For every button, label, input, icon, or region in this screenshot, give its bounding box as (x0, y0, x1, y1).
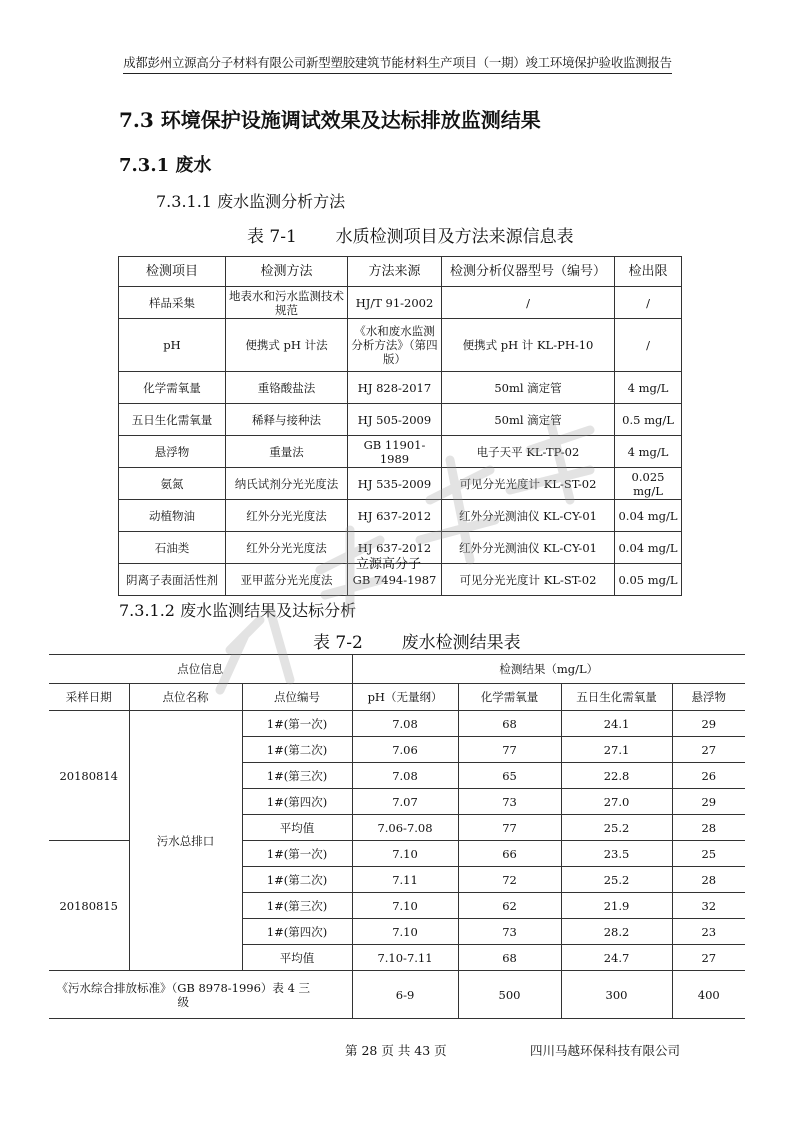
table-cell: HJ 637-2012 (348, 500, 442, 532)
table-cell: 便携式 pH 计 KL-PH-10 (442, 319, 615, 372)
table-cell: 7.08 (352, 763, 458, 789)
header-cell: 点位名称 (129, 684, 242, 711)
table-cell: 电子天平 KL-TP-02 (442, 436, 615, 468)
result-subheading: 7.3.1.2 废水监测结果及达标分析 (119, 601, 357, 620)
table-cell: HJ 637-2012 (348, 532, 442, 564)
group-header-result: 检测结果（mg/L） (352, 655, 745, 684)
table-cell: 24.7 (561, 945, 672, 971)
table-cell: 1#(第一次) (242, 711, 352, 737)
table-cell: / (615, 319, 682, 372)
table-cell: 可见分光光度计 KL-ST-02 (442, 468, 615, 500)
table-cell: 0.05 mg/L (615, 564, 682, 596)
table-cell: 1#(第三次) (242, 893, 352, 919)
table-cell: 7.10 (352, 841, 458, 867)
table-cell: 7.08 (352, 711, 458, 737)
table-cell: 24.1 (561, 711, 672, 737)
table-cell: HJ 535-2009 (348, 468, 442, 500)
date-cell: 20180815 (49, 841, 129, 971)
table-cell: 红外分光光度法 (226, 532, 348, 564)
table-cell: 1#(第二次) (242, 867, 352, 893)
table-cell: 亚甲蓝分光光度法 (226, 564, 348, 596)
table-cell: 0.04 mg/L (615, 500, 682, 532)
table1-caption-number: 表 7-1 (247, 227, 297, 247)
table-cell: pH (119, 319, 226, 372)
header-cell: 点位编号 (242, 684, 352, 711)
table2-caption-text: 废水检测结果表 (401, 633, 521, 653)
table-cell: 73 (458, 919, 561, 945)
header-cell: 化学需氧量 (458, 684, 561, 711)
table-cell: 便携式 pH 计法 (226, 319, 348, 372)
header-cell: 采样日期 (49, 684, 129, 711)
header-cell: 方法来源 (348, 257, 442, 287)
table-cell: 纳氏试剂分光光度法 (226, 468, 348, 500)
table-row (119, 287, 682, 319)
table-cell: 1#(第四次) (242, 789, 352, 815)
standard-label: 《污水综合排放标准》（GB 8978-1996）表 4 三级 (49, 971, 352, 1019)
table-cell: 4 mg/L (615, 436, 682, 468)
table-cell: 68 (458, 945, 561, 971)
table-cell: 地表水和污水监测技术规范 (226, 287, 348, 319)
header-cell: pH（无量纲） (352, 684, 458, 711)
table-cell: 7.10-7.11 (352, 945, 458, 971)
table-cell: 28 (672, 815, 745, 841)
table-cell: 平均值 (242, 815, 352, 841)
table-cell: 50ml 滴定管 (442, 404, 615, 436)
table-cell: 28 (672, 867, 745, 893)
header-cell: 悬浮物 (672, 684, 745, 711)
table-row (49, 711, 745, 737)
table-row (119, 372, 682, 404)
table-header-row (119, 257, 682, 287)
table-cell: 悬浮物 (119, 436, 226, 468)
footer-company: 四川马越环保科技有限公司 (530, 1043, 681, 1058)
table-cell: HJ 505-2009 (348, 404, 442, 436)
table-cell: 1#(第四次) (242, 919, 352, 945)
page-header: 成都彭州立源高分子材料有限公司新型塑胶建筑节能材料生产项目（一期）竣工环境保护验收监测报告 (123, 54, 672, 74)
table-cell: 重铬酸盐法 (226, 372, 348, 404)
table-cell: 动植物油 (119, 500, 226, 532)
table-cell: 0.5 mg/L (615, 404, 682, 436)
table-row (119, 404, 682, 436)
table-cell: 25.2 (561, 867, 672, 893)
table-cell: 22.8 (561, 763, 672, 789)
header-cell: 检测方法 (226, 257, 348, 287)
table-cell: / (615, 287, 682, 319)
table-cell: GB 11901-1989 (348, 436, 442, 468)
table-cell: 五日生化需氧量 (119, 404, 226, 436)
table-cell: 红外分光光度法 (226, 500, 348, 532)
table-cell: 27 (672, 737, 745, 763)
table-cell: HJ 828-2017 (348, 372, 442, 404)
page-number: 第 28 页 共 43 页 (345, 1043, 447, 1058)
table-cell: 0.025 mg/L (615, 468, 682, 500)
table-cell: 7.11 (352, 867, 458, 893)
table-cell: 32 (672, 893, 745, 919)
table-cell: / (442, 287, 615, 319)
table-cell: 68 (458, 711, 561, 737)
table-cell: 29 (672, 711, 745, 737)
table-cell: 77 (458, 815, 561, 841)
table-cell: 红外分光测油仪 KL-CY-01 (442, 500, 615, 532)
table-cell: 红外分光测油仪 KL-CY-01 (442, 532, 615, 564)
table-cell: 66 (458, 841, 561, 867)
table-cell: 21.9 (561, 893, 672, 919)
table-cell: 4 mg/L (615, 372, 682, 404)
table1-caption-text: 水质检测项目及方法来源信息表 (335, 227, 574, 247)
table-cell: 1#(第二次) (242, 737, 352, 763)
table-cell: 27.1 (561, 737, 672, 763)
table-header-row (49, 684, 745, 711)
date-cell: 20180814 (49, 711, 129, 841)
table-cell: 化学需氧量 (119, 372, 226, 404)
table-cell: 平均值 (242, 945, 352, 971)
group-header-point: 点位信息 (49, 655, 352, 684)
table-cell: 0.04 mg/L (615, 532, 682, 564)
table-cell: 7.10 (352, 919, 458, 945)
table-cell: 26 (672, 763, 745, 789)
table-cell: 7.06-7.08 (352, 815, 458, 841)
table-row (119, 319, 682, 372)
site-name-cell: 污水总排口 (129, 711, 242, 971)
sub-section-title: 7.3.1 废水 (119, 155, 212, 176)
table-cell: 23 (672, 919, 745, 945)
table-cell: 25.2 (561, 815, 672, 841)
table-cell: 72 (458, 867, 561, 893)
table-cell: 7.06 (352, 737, 458, 763)
table-cell: 1#(第一次) (242, 841, 352, 867)
header-cell: 五日生化需氧量 (561, 684, 672, 711)
stamp-text: 立源高分子 (356, 557, 422, 572)
table-group-header-row (49, 655, 745, 684)
table-cell: 阴离子表面活性剂 (119, 564, 226, 596)
standard-value: 300 (561, 971, 672, 1019)
standard-value: 400 (672, 971, 745, 1019)
table-cell: 77 (458, 737, 561, 763)
table-cell: 可见分光光度计 KL-ST-02 (442, 564, 615, 596)
table-cell: 27.0 (561, 789, 672, 815)
table2-caption-number: 表 7-2 (313, 633, 363, 653)
standard-row (49, 971, 745, 1019)
table-cell: 62 (458, 893, 561, 919)
section-title: 7.3 环境保护设施调试效果及达标排放监测结果 (119, 108, 541, 132)
table-cell: 重量法 (226, 436, 348, 468)
table-cell: 29 (672, 789, 745, 815)
table-cell: 23.5 (561, 841, 672, 867)
table-cell: 氨氮 (119, 468, 226, 500)
table-row (119, 468, 682, 500)
table-cell: HJ/T 91-2002 (348, 287, 442, 319)
results-table (49, 654, 745, 1019)
table-cell: 石油类 (119, 532, 226, 564)
header-cell: 检测分析仪器型号（编号） (442, 257, 615, 287)
method-subheading: 7.3.1.1 废水监测分析方法 (156, 192, 346, 211)
standard-value: 6-9 (352, 971, 458, 1019)
header-cell: 检出限 (615, 257, 682, 287)
table-row (119, 436, 682, 468)
table2-caption (313, 628, 521, 653)
table-cell: 65 (458, 763, 561, 789)
table-cell: 样品采集 (119, 287, 226, 319)
table-cell: 7.10 (352, 893, 458, 919)
table-cell: GB 7494-1987 (348, 564, 442, 596)
table-cell: 28.2 (561, 919, 672, 945)
table-cell: 稀释与接种法 (226, 404, 348, 436)
method-table (118, 256, 682, 596)
header-cell: 检测项目 (119, 257, 226, 287)
table-cell: 73 (458, 789, 561, 815)
table-cell: 1#(第三次) (242, 763, 352, 789)
standard-value: 500 (458, 971, 561, 1019)
table-cell: 50ml 滴定管 (442, 372, 615, 404)
table-cell: 《水和废水监测分析方法》（第四版） (348, 319, 442, 372)
table-cell: 25 (672, 841, 745, 867)
table-cell: 27 (672, 945, 745, 971)
table-row (119, 500, 682, 532)
table-cell: 7.07 (352, 789, 458, 815)
table1-caption (247, 222, 574, 247)
